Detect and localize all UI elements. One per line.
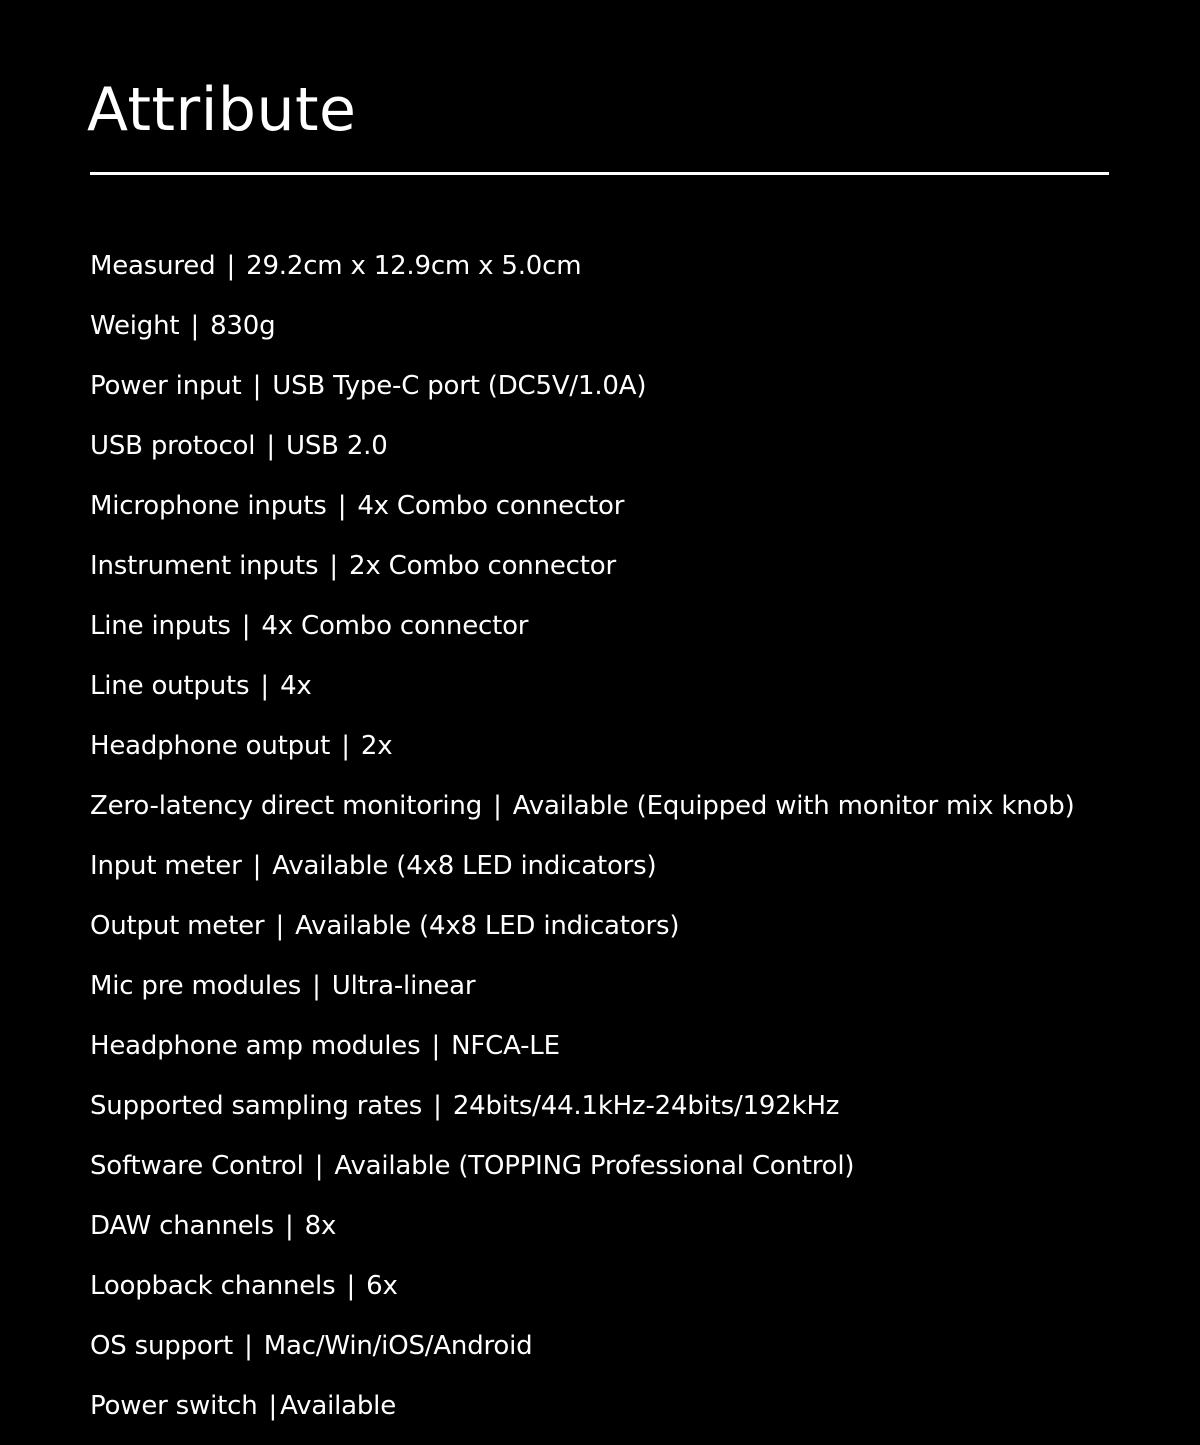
page-title: Attribute — [87, 75, 357, 145]
spec-separator: | — [182, 311, 208, 341]
spec-row-os-support — [90, 1316, 1190, 1376]
spec-value: 24bits/44.1kHz-24bits/192kHz — [452, 1091, 840, 1121]
spec-label: Supported sampling rates — [90, 1091, 423, 1121]
spec-value: Available (Equipped with monitor mix knob) — [512, 791, 1075, 821]
spec-label: Headphone amp modules — [90, 1031, 421, 1061]
spec-row-software-control — [90, 1136, 1190, 1196]
spec-separator: | — [260, 1391, 278, 1421]
spec-value: NFCA-LE — [451, 1031, 560, 1061]
spec-value: 29.2cm x 12.9cm x 5.0cm — [246, 251, 582, 281]
spec-label: Instrument inputs — [90, 551, 319, 581]
spec-label: Microphone inputs — [90, 491, 327, 521]
spec-separator: | — [485, 791, 510, 821]
spec-value: 2x Combo connector — [349, 551, 616, 581]
spec-separator: | — [218, 251, 244, 281]
spec-row-instrument-inputs — [90, 536, 1190, 596]
spec-separator: | — [258, 431, 283, 461]
spec-row-headphone-output — [90, 716, 1190, 776]
spec-separator: | — [267, 911, 293, 941]
spec-separator: | — [233, 611, 259, 641]
spec-row-mic-pre-modules — [90, 956, 1190, 1016]
spec-row-line-inputs — [90, 596, 1190, 656]
spec-label: Mic pre modules — [90, 971, 302, 1001]
spec-value: Available (4x8 LED indicators) — [272, 851, 657, 881]
spec-row-input-meter — [90, 836, 1190, 896]
spec-label: Output meter — [90, 911, 265, 941]
spec-separator: | — [423, 1031, 449, 1061]
spec-row-sampling-rates — [90, 1076, 1190, 1136]
spec-separator: | — [333, 731, 358, 761]
spec-value: 830g — [210, 311, 276, 341]
spec-label: Input meter — [90, 851, 242, 881]
spec-value: Available (TOPPING Professional Control) — [334, 1151, 855, 1181]
spec-row-loopback-channels — [90, 1256, 1190, 1316]
title-divider — [90, 172, 1109, 175]
spec-value: 6x — [366, 1271, 398, 1301]
spec-label: Line inputs — [90, 611, 231, 641]
spec-row-power-switch — [90, 1376, 1190, 1436]
spec-value: Mac/Win/iOS/Android — [263, 1331, 533, 1361]
spec-value: 4x Combo connector — [261, 611, 529, 641]
spec-label: Measured — [90, 251, 216, 281]
spec-separator: | — [304, 971, 329, 1001]
spec-value: 8x — [304, 1211, 337, 1241]
spec-row-output-meter — [90, 896, 1190, 956]
spec-separator: | — [338, 1271, 364, 1301]
spec-value: Ultra-linear — [331, 971, 476, 1001]
spec-label: Software Control — [90, 1151, 304, 1181]
spec-label: OS support — [90, 1331, 234, 1361]
spec-row-direct-monitoring — [90, 776, 1190, 836]
spec-separator: | — [329, 491, 355, 521]
spec-value: Available (4x8 LED indicators) — [295, 911, 680, 941]
spec-label: Line outputs — [90, 671, 250, 701]
spec-value: 2x — [360, 731, 393, 761]
spec-separator: | — [321, 551, 347, 581]
spec-label: Power input — [90, 371, 242, 401]
spec-separator: | — [236, 1331, 261, 1361]
spec-list — [90, 236, 1190, 1436]
spec-row-daw-channels — [90, 1196, 1190, 1256]
spec-label: Power switch — [90, 1391, 258, 1421]
spec-row-microphone-inputs — [90, 476, 1190, 536]
spec-value: Available — [280, 1391, 396, 1421]
spec-row-measured — [90, 236, 1190, 296]
spec-label: Weight — [90, 311, 180, 341]
spec-row-power-input — [90, 356, 1190, 416]
spec-label: USB protocol — [90, 431, 256, 461]
spec-separator: | — [244, 371, 270, 401]
spec-label: Loopback channels — [90, 1271, 336, 1301]
spec-separator: | — [425, 1091, 450, 1121]
spec-value: 4x — [280, 671, 312, 701]
spec-row-headphone-amp-modules — [90, 1016, 1190, 1076]
spec-separator: | — [306, 1151, 332, 1181]
spec-row-line-outputs — [90, 656, 1190, 716]
spec-label: Headphone output — [90, 731, 331, 761]
spec-separator: | — [252, 671, 278, 701]
spec-separator: | — [276, 1211, 302, 1241]
spec-separator: | — [244, 851, 270, 881]
spec-value: USB 2.0 — [286, 431, 388, 461]
spec-value: USB Type-C port (DC5V/1.0A) — [272, 371, 647, 401]
spec-row-usb-protocol — [90, 416, 1190, 476]
spec-label: Zero-latency direct monitoring — [90, 791, 482, 821]
spec-row-weight — [90, 296, 1190, 356]
spec-value: 4x Combo connector — [357, 491, 625, 521]
spec-label: DAW channels — [90, 1211, 274, 1241]
